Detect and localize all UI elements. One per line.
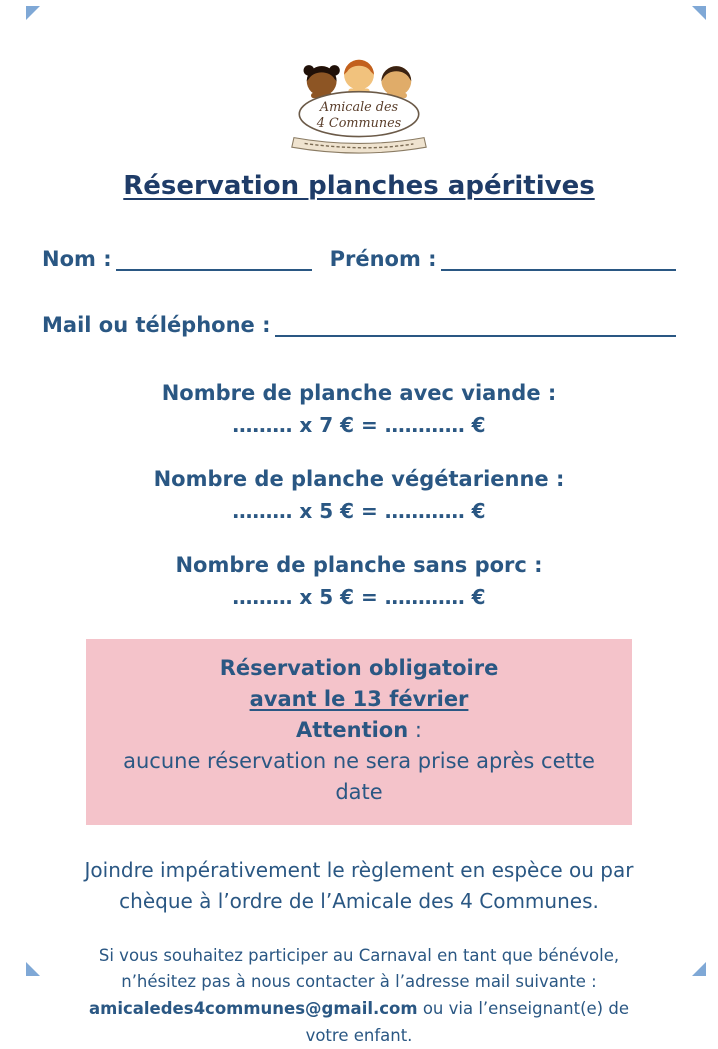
page-corner-mark-icon <box>26 962 42 978</box>
notice-attention-word: Attention <box>296 718 409 743</box>
page-corner-mark-icon <box>692 6 708 22</box>
volunteer-text-after: ou via l’enseignant(e) de votre enfant. <box>305 998 629 1045</box>
logo-text-line2: 4 Communes <box>316 115 402 131</box>
planche-vegetarienne-item <box>42 467 676 523</box>
notice-box <box>86 639 632 824</box>
contact-email: amicaledes4communes@gmail.com <box>89 998 418 1018</box>
volunteer-text-before: Si vous souhaitez participer au Carnaval en tant que bénévole, n’hésitez pas à nous contacter à l’adresse mail suivante : <box>98 945 620 992</box>
planche-sans-porc-label: Nombre de planche sans porc : <box>175 553 543 578</box>
planche-vegetarienne-label: Nombre de planche végétarienne : <box>153 467 565 492</box>
notice-deadline: avant le 13 février <box>249 687 469 712</box>
prenom-label: Prénom : <box>329 246 437 271</box>
volunteer-note <box>76 943 642 1049</box>
planche-viande-label: Nombre de planche avec viande : <box>161 381 557 406</box>
notice-attention <box>98 715 620 746</box>
prenom-blank-line <box>441 245 676 271</box>
mail-line <box>42 311 676 337</box>
nom-label: Nom : <box>42 246 112 271</box>
nom-blank-line <box>116 245 312 271</box>
planche-viande-item <box>42 381 676 437</box>
amicale-logo <box>279 48 439 155</box>
name-line <box>42 245 676 271</box>
mail-label: Mail ou téléphone : <box>42 313 271 338</box>
payment-instructions: Joindre impérativement le règlement en espèce ou par chèque à l’ordre de l’Amicale des 4 Communes. <box>84 857 634 913</box>
planche-viande-formula: ……… x 7 € = ………… € <box>232 413 486 438</box>
page-corner-mark-icon <box>26 6 42 22</box>
notice-line1: Réservation obligatoire <box>219 656 499 681</box>
planche-vegetarienne-formula: ……… x 5 € = ………… € <box>232 499 486 524</box>
document-title <box>42 171 676 201</box>
logo-text-line1: Amicale des <box>319 99 399 115</box>
page-corner-mark-icon <box>692 962 708 978</box>
planche-sans-porc-formula: ……… x 5 € = ………… € <box>232 585 486 610</box>
notice-line4: aucune réservation ne sera prise après cette date <box>123 749 595 805</box>
planche-items <box>42 381 676 609</box>
planche-sans-porc-item <box>42 553 676 609</box>
logo-ribbon <box>292 138 426 153</box>
document-title-text: Réservation planches apéritives <box>123 170 595 201</box>
notice-attention-colon: : <box>408 718 422 743</box>
mail-blank-line <box>275 311 677 337</box>
